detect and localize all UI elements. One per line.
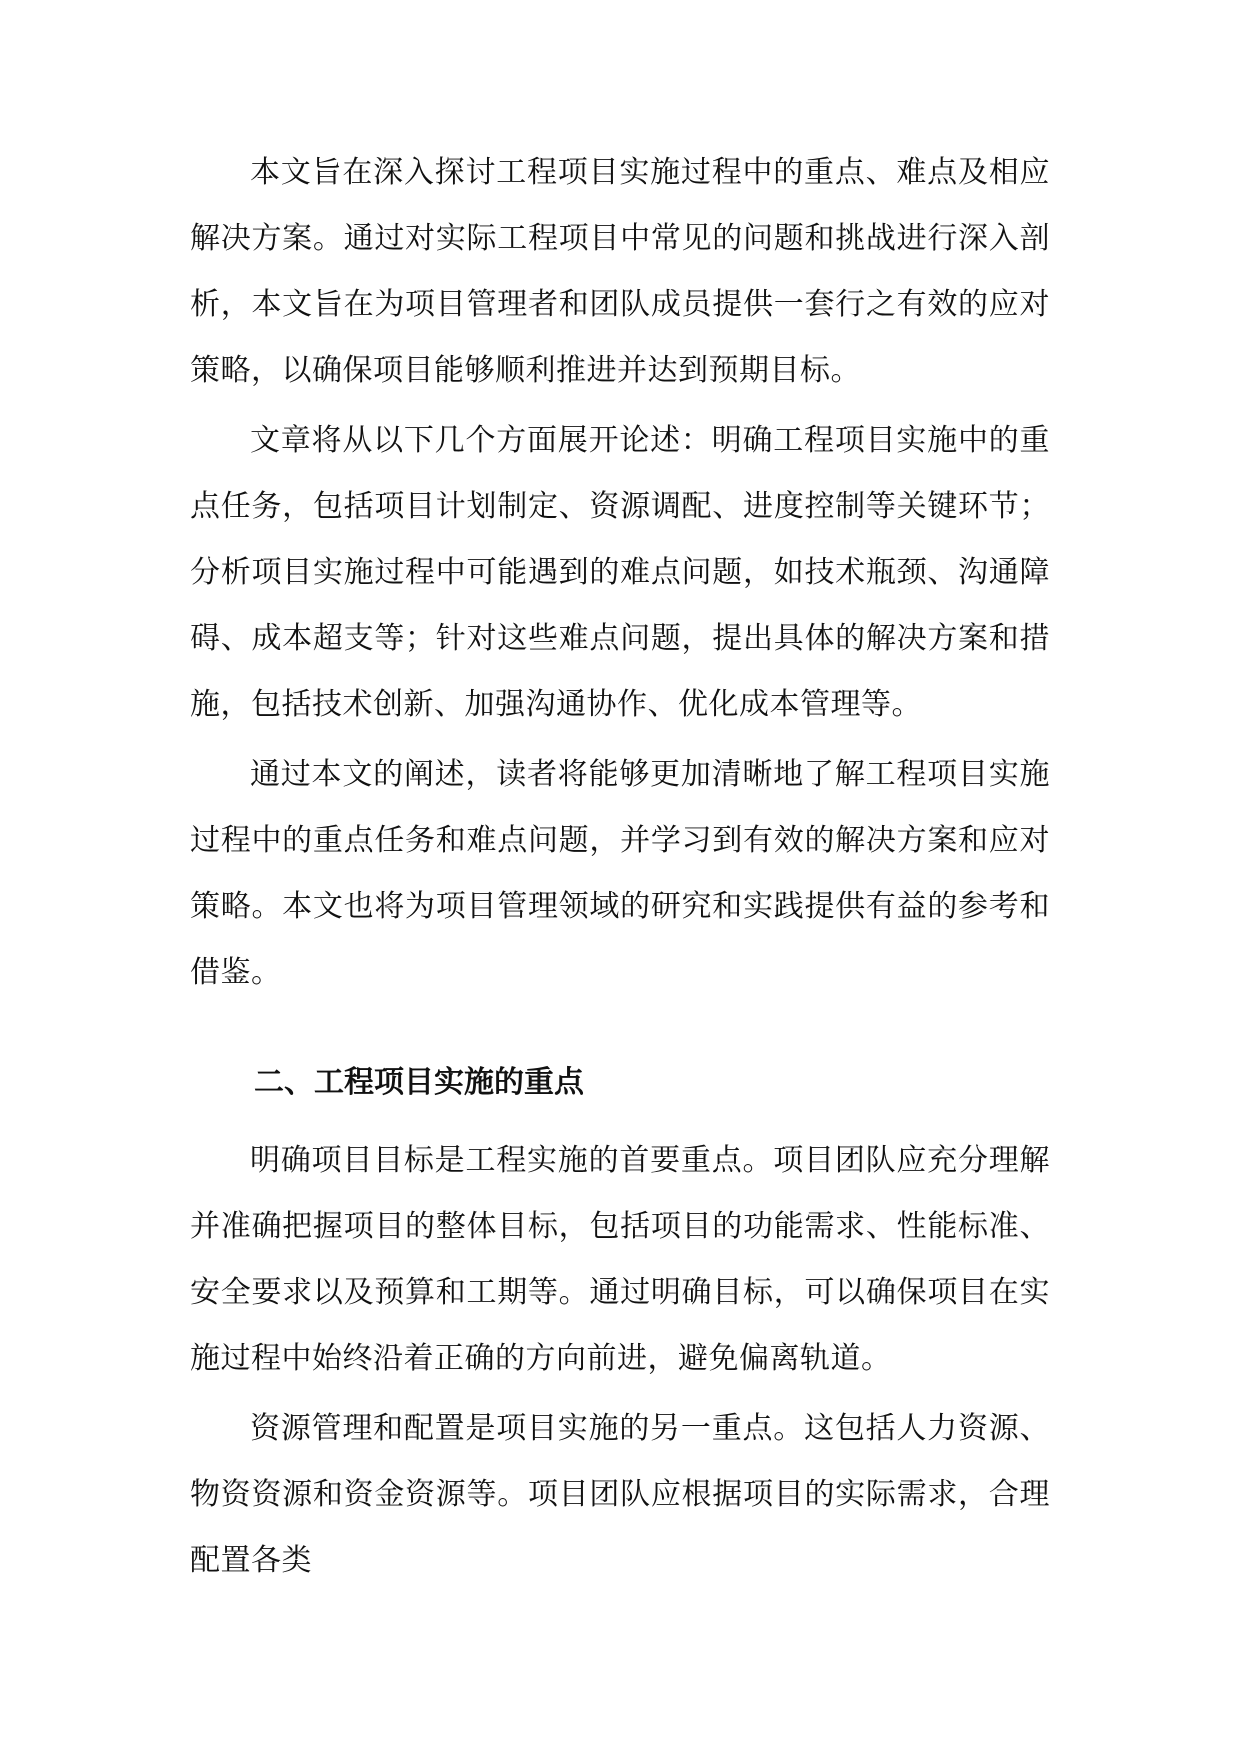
- section-heading: 二、工程项目实施的重点: [254, 1065, 584, 1100]
- paragraph-section-2: 资源管理和配置是项目实施的另一重点。这包括人力资源、物资资源和资金资源等。项目团队应根据项目的实际需求，合理配置各类: [190, 1411, 1050, 1578]
- document-body: [190, 140, 1050, 1598]
- paragraph-intro-2: 文章将从以下几个方面展开论述：明确工程项目实施中的重点任务，包括项目计划制定、资源调配、进度控制等关键环节；分析项目实施过程中可能遇到的难点问题，如技术瓶颈、沟通障碍、成本超支等；针对这些难点问题，提出具体的解决方案和措施，包括技术创新、加强沟通协作、优化成本管理等。: [190, 423, 1050, 722]
- paragraph-section-1: 明确项目目标是工程实施的首要重点。项目团队应充分理解并准确把握项目的整体目标，包括项目的功能需求、性能标准、安全要求以及预算和工期等。通过明确目标，可以确保项目在实施过程中始终沿着正确的方向前进，避免偏离轨道。: [190, 1143, 1050, 1376]
- paragraph-intro-1: 本文旨在深入探讨工程项目实施过程中的重点、难点及相应解决方案。通过对实际工程项目中常见的问题和挑战进行深入剖析，本文旨在为项目管理者和团队成员提供一套行之有效的应对策略，以确保项目能够顺利推进并达到预期目标。: [190, 155, 1050, 388]
- paragraph-intro-3: 通过本文的阐述，读者将能够更加清晰地了解工程项目实施过程中的重点任务和难点问题，并学习到有效的解决方案和应对策略。本文也将为项目管理领域的研究和实践提供有益的参考和借鉴。: [190, 757, 1050, 990]
